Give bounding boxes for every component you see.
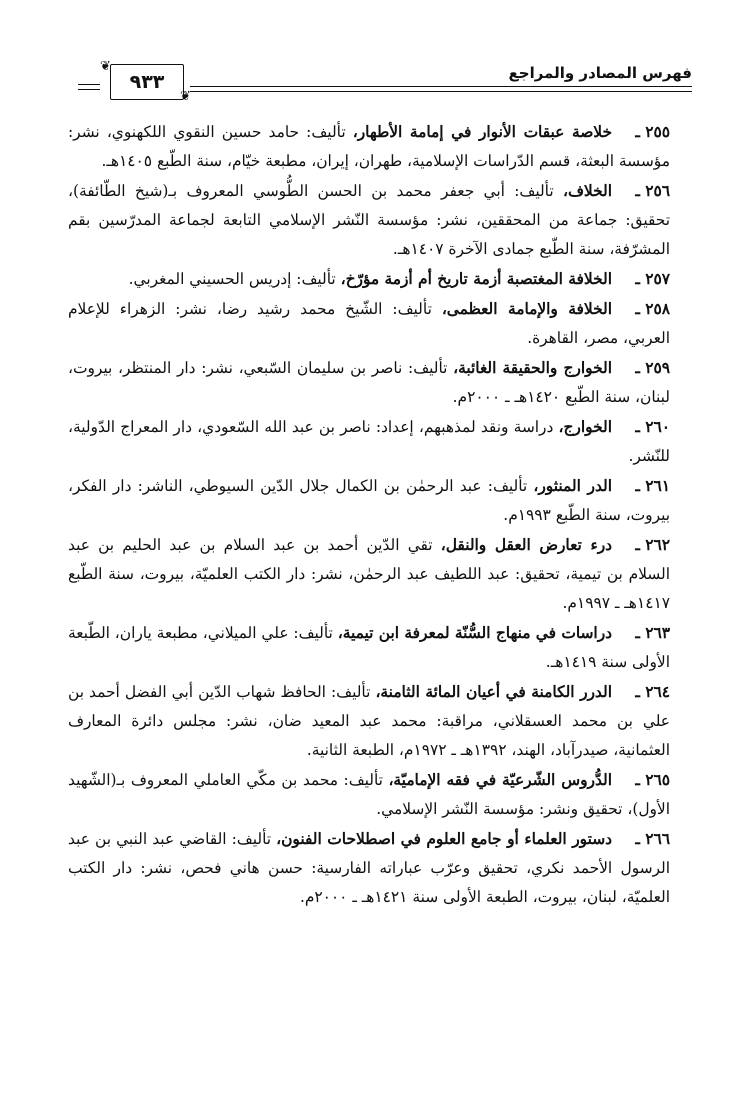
bibliography-entry	[68, 354, 670, 412]
entry-details: تأليف: الشّيخ محمد رشيد رضا، نشر: الزهراء للإعلام العربي، مصر، القاهرة.	[68, 300, 670, 347]
entry-title: الدرر الكامنة في أعيان المائة الثامنة،	[375, 683, 612, 701]
entry-title: دراسات في منهاج السُّنّة لمعرفة ابن تيمية،	[337, 624, 612, 642]
running-header	[78, 60, 692, 104]
bibliography-entry	[68, 413, 670, 471]
entry-title: الخوارج والحقيقة الغائبة،	[453, 359, 612, 377]
entry-number: ٢٦٠ ـ	[635, 418, 670, 436]
entry-details: تقي الدّين أحمد بن عبد السلام بن عبد الحليم بن عبد السلام بن تيمية، تحقيق: عبد اللطيف عبد الرحمٰن، نشر: دار الكتب العلميّة، بيروت، سنة الطّبع ١٤١٧هـ ـ ١٩٩٧م.	[68, 536, 670, 612]
bibliography-entry	[68, 619, 670, 677]
bibliography-entry	[68, 177, 670, 264]
bibliography-entry	[68, 118, 670, 176]
page-number-frame	[110, 64, 184, 100]
entry-number: ٢٥٨ ـ	[635, 300, 670, 318]
entry-number: ٢٦٥ ـ	[635, 771, 670, 789]
entry-title: الخلافة المغتصبة أزمة تاريخ أم أزمة مؤرّخ،	[340, 270, 612, 288]
entry-number: ٢٥٦ ـ	[635, 182, 670, 200]
entry-details: تأليف: عبد الرحمٰن بن الكمال جلال الدّين السيوطي، الناشر: دار الفكر، بيروت، سنة الطّبع ١٩٩٣م.	[68, 477, 670, 524]
entry-number: ٢٥٥ ـ	[635, 123, 670, 141]
bibliography-entry	[68, 766, 670, 824]
entry-details: تأليف: حامد حسين النقوي اللكهنوي، نشر: مؤسسة البعثة، قسم الدّراسات الإسلامية، طهران، إيران، مطبعة خيّام، سنة الطّبع ١٤٠٥هـ.	[68, 123, 670, 170]
entry-title: الخوارج،	[558, 418, 612, 436]
ornament-icon: ❦	[180, 89, 191, 104]
entry-title: دستور العلماء أو جامع العلوم في اصطلاحات الفنون،	[276, 830, 612, 848]
bibliography-list	[68, 118, 670, 913]
entry-details: دراسة ونقد لمذهبهم، إعداد: ناصر بن عبد الله السّعودي، دار المعراج الدّولية، للنّشر.	[68, 418, 670, 465]
entry-text	[68, 766, 670, 824]
page-number: ٩٣٣	[129, 71, 165, 93]
entry-text	[68, 265, 670, 294]
entry-text	[68, 295, 670, 353]
entry-title: درء تعارض العقل والنقل،	[440, 536, 612, 554]
entry-details: تأليف: إدريس الحسيني المغربي.	[128, 270, 341, 288]
header-rule	[190, 91, 692, 92]
entry-details: تأليف: ناصر بن سليمان السّبعي، نشر: دار المنتظر، بيروت، لبنان، سنة الطّبع ١٤٢٠هـ ـ ٢٠٠٠م.	[68, 359, 670, 406]
entry-text	[68, 413, 670, 471]
entry-text	[68, 354, 670, 412]
entry-text	[68, 177, 670, 264]
entry-text	[68, 825, 670, 912]
bibliography-entry	[68, 295, 670, 353]
entry-details: تأليف: أبي جعفر محمد بن الحسن الطُّوسي المعروف بـ(شيخ الطّائفة)، تحقيق: جماعة من المحققين، نشر: مؤسسة النّشر الإسلامي التابعة لجماعة المدرّسين بقم المشرّفة، سنة الطّبع جمادى الآخرة ١٤٠٧هـ.	[68, 182, 670, 258]
entry-text	[68, 678, 670, 765]
entry-number: ٢٦٣ ـ	[635, 624, 670, 642]
entry-text	[68, 619, 670, 677]
entry-number: ٢٥٩ ـ	[635, 359, 670, 377]
entry-title: الخلاف،	[562, 182, 612, 200]
entry-number: ٢٦٢ ـ	[635, 536, 670, 554]
entry-title: الدر المنثور،	[533, 477, 612, 495]
entry-details: تأليف: علي الميلاني، مطبعة ياران، الطّبعة الأولى سنة ١٤١٩هـ.	[68, 624, 670, 671]
entry-number: ٢٦١ ـ	[635, 477, 670, 495]
entry-title: الدُّروس الشّرعيّة في فقه الإماميّة،	[388, 771, 612, 789]
entry-details: تأليف: الحافظ شهاب الدّين أبي الفضل أحمد بن علي بن محمد العسقلاني، مراقبة: محمد عبد المعيد ضان، نشر: مجلس دائرة المعارف العثمانية، صيدرآباد، الهند، ١٣٩٢هـ ـ ١٩٧٢م، الطبعة الثانية.	[68, 683, 670, 759]
bibliography-entry	[68, 472, 670, 530]
entry-text	[68, 531, 670, 618]
entry-number: ٢٥٧ ـ	[635, 270, 670, 288]
entry-text	[68, 118, 670, 176]
entry-number: ٢٦٦ ـ	[635, 830, 670, 848]
entry-details: تأليف: القاضي عبد النبي بن عبد الرسول الأحمد نكري، تحقيق وعرّب عباراته الفارسية: حسن هاني فحص، نشر: دار الكتب العلميّة، لبنان، بيروت، الطبعة الأولى سنة ١٤٢١هـ ـ ٢٠٠٠م.	[68, 830, 670, 906]
header-rule	[190, 86, 692, 87]
entry-details: تأليف: محمد بن مكّي العاملي المعروف بـ(الشّهيد الأول)، تحقيق ونشر: مؤسسة النّشر الإسلامي.	[68, 771, 670, 818]
header-side-rules	[78, 84, 100, 94]
section-title: فهرس المصادر والمراجع	[508, 64, 692, 82]
bibliography-entry	[68, 825, 670, 912]
bibliography-entry	[68, 531, 670, 618]
bibliography-entry	[68, 265, 670, 294]
bibliography-entry	[68, 678, 670, 765]
entry-text	[68, 472, 670, 530]
ornament-icon: ❦	[100, 59, 111, 74]
entry-title: خلاصة عبقات الأنوار في إمامة الأطهار،	[352, 123, 612, 141]
entry-number: ٢٦٤ ـ	[635, 683, 670, 701]
entry-title: الخلافة والإمامة العظمى،	[441, 300, 612, 318]
